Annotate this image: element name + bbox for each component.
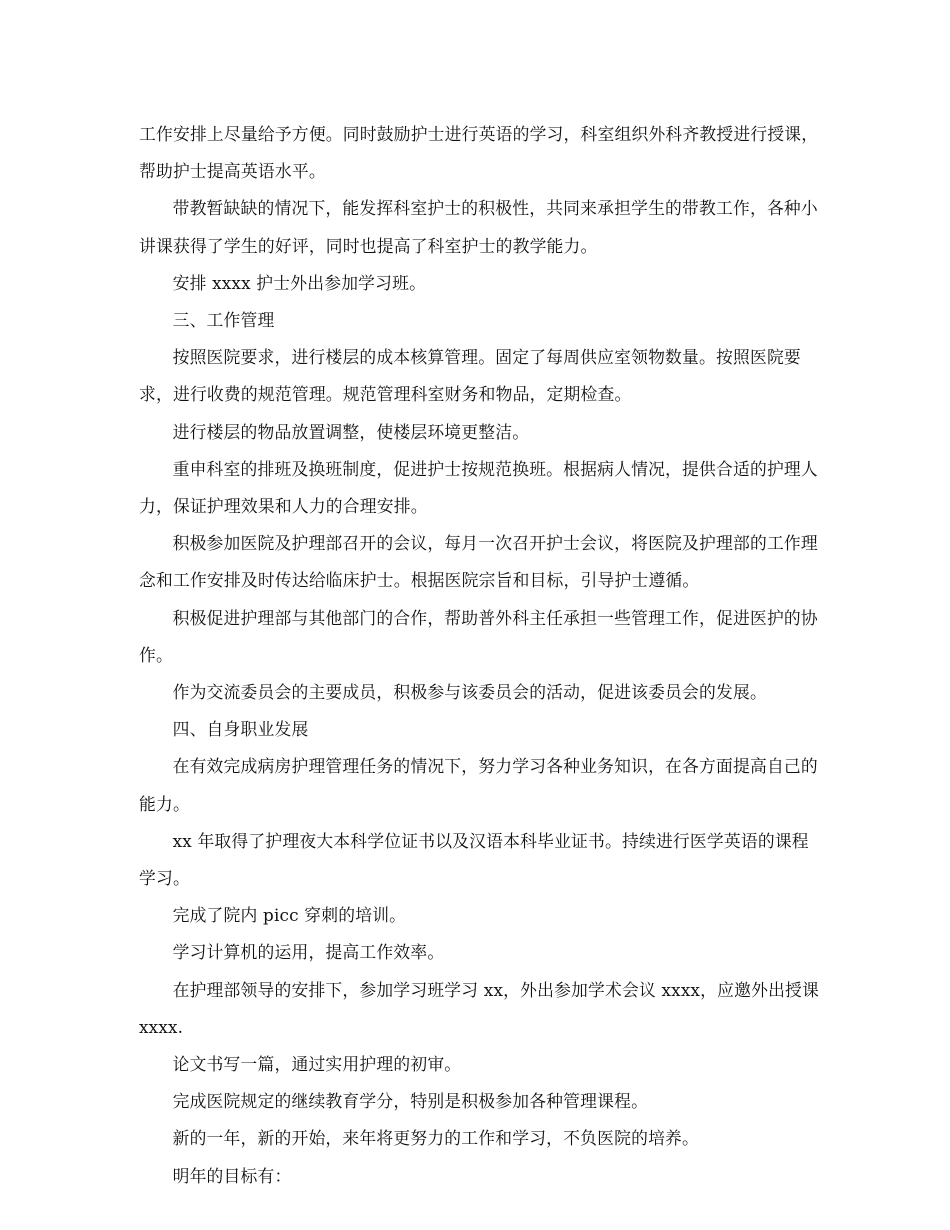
paragraph-18: 完成医院规定的继续教育学分，特别是积极参加各种管理课程。 bbox=[172, 1091, 649, 1112]
paragraph-6: 进行楼层的物品放置调整，使楼层环境更整洁。 bbox=[172, 421, 530, 442]
paragraph-19: 新的一年，新的开始，来年将更努力的工作和学习，不负医院的培养。 bbox=[172, 1128, 700, 1149]
paragraph-14: 完成了院内 picc 穿刺的培训。 bbox=[172, 905, 407, 926]
paragraph-15: 学习计算机的运用，提高工作效率。 bbox=[172, 942, 445, 963]
paragraph-12: 在有效完成病房护理管理任务的情况下，努力学习各种业务知识，在各方面提高自己的能力。 bbox=[139, 756, 818, 814]
document-body bbox=[139, 116, 821, 1195]
paragraph-9: 积极促进护理部与其他部门的合作，帮助普外科主任承担一些管理工作，促进医护的协作。 bbox=[139, 607, 818, 665]
section-heading-work-management: 三、工作管理 bbox=[172, 310, 275, 331]
paragraph-10: 作为交流委员会的主要成员，积极参与该委员会的活动，促进该委员会的发展。 bbox=[172, 682, 767, 703]
paragraph-16: 在护理部领导的安排下，参加学习班学习 xx，外出参加学术会议 xxxx，应邀外出授课 xxxx. bbox=[139, 979, 820, 1037]
paragraph-1: 工作安排上尽量给予方便。同时鼓励护士进行英语的学习，科室组织外科齐教授进行授课，帮助护士提高英语水平。 bbox=[139, 124, 819, 182]
paragraph-7: 重申科室的排班及换班制度，促进护士按规范换班。根据病人情况，提供合适的护理人力，保证护理效果和人力的合理安排。 bbox=[139, 458, 818, 517]
paragraph-5: 按照医院要求，进行楼层的成本核算管理。固定了每周供应室领物数量。按照医院要求，进行收费的规范管理。规范管理科室财务和物品，定期检查。 bbox=[139, 347, 801, 405]
paragraph-2: 带教暂缺缺的情况下，能发挥科室护士的积极性，共同来承担学生的带教工作，各种小讲课获得了学生的好评，同时也提高了科室护士的教学能力。 bbox=[139, 198, 818, 256]
section-heading-career-development: 四、自身职业发展 bbox=[172, 719, 309, 740]
paragraph-8: 积极参加医院及护理部召开的会议，每月一次召开护士会议，将医院及护理部的工作理念和工作安排及时传达给临床护士。根据医院宗旨和目标，引导护士遵循。 bbox=[139, 533, 818, 591]
paragraph-20: 明年的目标有： bbox=[172, 1165, 292, 1186]
paragraph-13: xx 年取得了护理夜大本科学位证书以及汉语本科毕业证书。持续进行医学英语的课程学习。 bbox=[139, 830, 809, 889]
paragraph-3: 安排 xxxx 护士外出参加学习班。 bbox=[172, 272, 427, 293]
paragraph-17: 论文书写一篇，通过实用护理的初审。 bbox=[172, 1054, 462, 1075]
